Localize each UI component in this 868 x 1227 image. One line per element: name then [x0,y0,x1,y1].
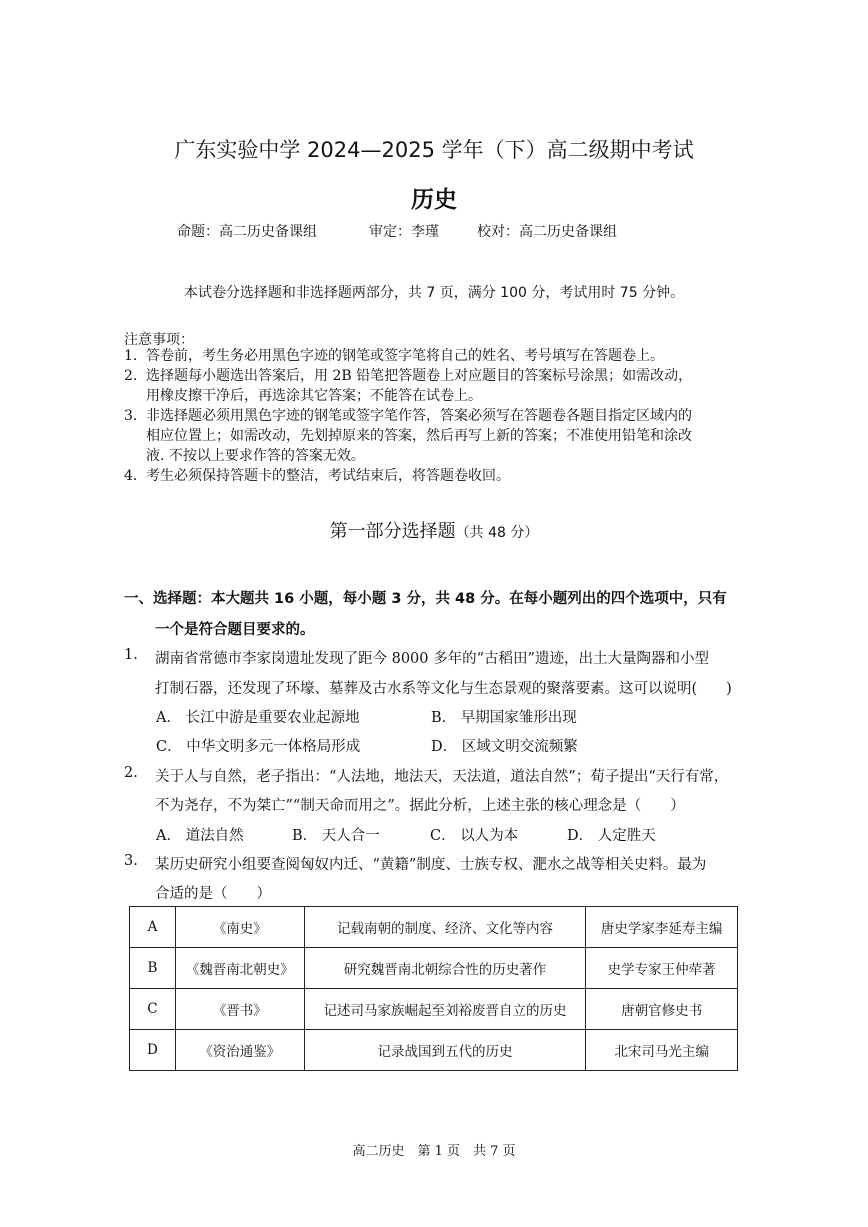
notice-item-line: 液. 不按以上要求作答的答案无效。 [146,448,365,464]
option-c [430,824,518,845]
author-cell: 史学专家王仲荦著 [586,948,738,989]
proofreader-name: 高二历史备课组 [519,224,617,240]
content-cell: 研究魏晋南北朝综合性的历史著作 [304,948,586,989]
option-label: A． [156,710,181,726]
page-footer: 高二历史 第 1 页 共 7 页 [352,1144,516,1159]
option-d [567,824,656,845]
content-cell: 记录战国到五代的历史 [304,1030,586,1071]
notice-item-number: 1． [124,348,147,364]
exam-title: 广东实验中学 2024—2025 学年（下）高二级期中考试 [174,138,694,162]
proofreader-label: 校对： [477,224,519,240]
table-row [130,907,738,948]
part-title-text: 第一部分选择题 [329,521,456,542]
option-label: D． [431,739,458,755]
option-b [431,706,577,727]
setter-label: 命题： [177,224,219,240]
notice-item-number: 3． [124,408,147,424]
notice-item-number: 2． [124,368,147,384]
notice-item-line: 答卷前，考生务必用黑色字迹的钢笔或签字笔将自己的姓名、考号填写在答题卷上。 [146,348,664,364]
option-a [156,824,244,845]
question-number: 3. [124,853,138,869]
exam-instructions: 本试卷分选择题和非选择题两部分，共 7 页，满分 100 分，考试用时 75 分钟。 [183,285,685,301]
option-text: 长江中游是重要农业起源地 [185,710,360,726]
option-a [156,706,360,727]
option-c [156,735,360,756]
question-stem-line: 关于人与自然，老子指出：“人法地，地法天，天法道，道法自然”；荀子提出“天行有常， [155,769,729,785]
option-label: B． [431,710,457,726]
notice-item-line: 用橡皮擦干净后，再选涂其它答案；不能答在试卷上。 [146,388,482,404]
option-label: D． [567,828,594,844]
option-letter-cell: C [130,989,176,1030]
option-text: 道法自然 [185,828,244,844]
book-title-cell: 《资治通鉴》 [175,1030,304,1071]
book-title-cell: 《南史》 [175,907,304,948]
section-heading-continued: 一个是符合题目要求的。 [155,622,315,638]
notice-item-line: 非选择题必须用黑色字迹的钢笔或签字笔作答，答案必须写在答题卷各题目指定区域内的 [146,408,692,424]
option-letter-cell: B [130,948,176,989]
content-cell: 记述司马家族崛起至刘裕废晋自立的历史 [304,989,586,1030]
book-title-cell: 《魏晋南北朝史》 [175,948,304,989]
notice-item-number: 4． [124,468,147,484]
table-row [130,948,738,989]
question-number: 2. [124,765,138,781]
option-label: B． [292,828,318,844]
option-text: 以人为本 [460,828,519,844]
option-label: C． [156,739,182,755]
option-text: 区域文明交流频繁 [461,739,578,755]
notice-title: 注意事项： [124,332,194,348]
option-d [431,735,578,756]
table-row [130,989,738,1030]
option-text: 中华文明多元一体格局形成 [186,739,361,755]
question-stem-line: 某历史研究小组要查阅匈奴内迁、“黄籍”制度、士族专权、淝水之战等相关史料。最为 [155,857,707,873]
option-text: 天人合一 [321,828,380,844]
option-letter-cell: D [130,1030,176,1071]
reviewer-label: 审定： [369,224,411,240]
notice-item-line: 考生必须保持答题卡的整洁，考试结束后，将答题卷收回。 [146,468,510,484]
author-cell: 唐朝官修史书 [586,989,738,1030]
notice-item-line: 相应位置上；如需改动，先划掉原来的答案，然后再写上新的答案；不准使用铅笔和涂改 [146,428,692,444]
question-stem-line: 合适的是（ ） [155,886,271,902]
question-stem-line: 不为尧存，不为桀亡”“制天命而用之”。据此分析，上述主张的核心理念是（ ） [155,798,685,814]
reviewer-name: 李瑾 [411,224,439,240]
option-letter-cell: A [130,907,176,948]
option-text: 人定胜天 [597,828,656,844]
setter-name: 高二历史备课组 [219,224,317,240]
book-title-cell: 《晋书》 [175,989,304,1030]
question-stem-line: 打制石器，还发现了环壕、墓葬及古水系等文化与生态景观的聚落要素。这可以说明( ) [155,681,732,697]
sources-table [129,906,738,1071]
option-text: 早期国家雏形出现 [460,710,577,726]
reviewer-credit [369,221,439,241]
content-cell: 记载南朝的制度、经济、文化等内容 [304,907,586,948]
option-label: C． [430,828,456,844]
option-label: A． [156,828,181,844]
question-stem-line: 湖南省常德市李家岗遗址发现了距今 8000 多年的“古稻田”遗迹，出土大量陶器和小型 [155,651,709,667]
part-score: （共 48 分） [455,525,539,541]
question-number: 1. [124,647,138,663]
author-cell: 北宋司马光主编 [586,1030,738,1071]
setter-credit [177,221,317,241]
author-cell: 唐史学家李延寿主编 [586,907,738,948]
section-heading: 一、选择题：本大题共 16 小题，每小题 3 分，共 48 分。在每小题列出的四个选项中，只有 [124,591,727,607]
table-row [130,1030,738,1071]
part-title [0,517,868,543]
proofreader-credit [477,221,617,241]
notice-item-line: 选择题每小题选出答案后，用 2B 铅笔把答题卷上对应题目的答案标号涂黑；如需改动， [146,368,693,384]
subject-title: 历史 [411,187,457,213]
option-b [292,824,380,845]
